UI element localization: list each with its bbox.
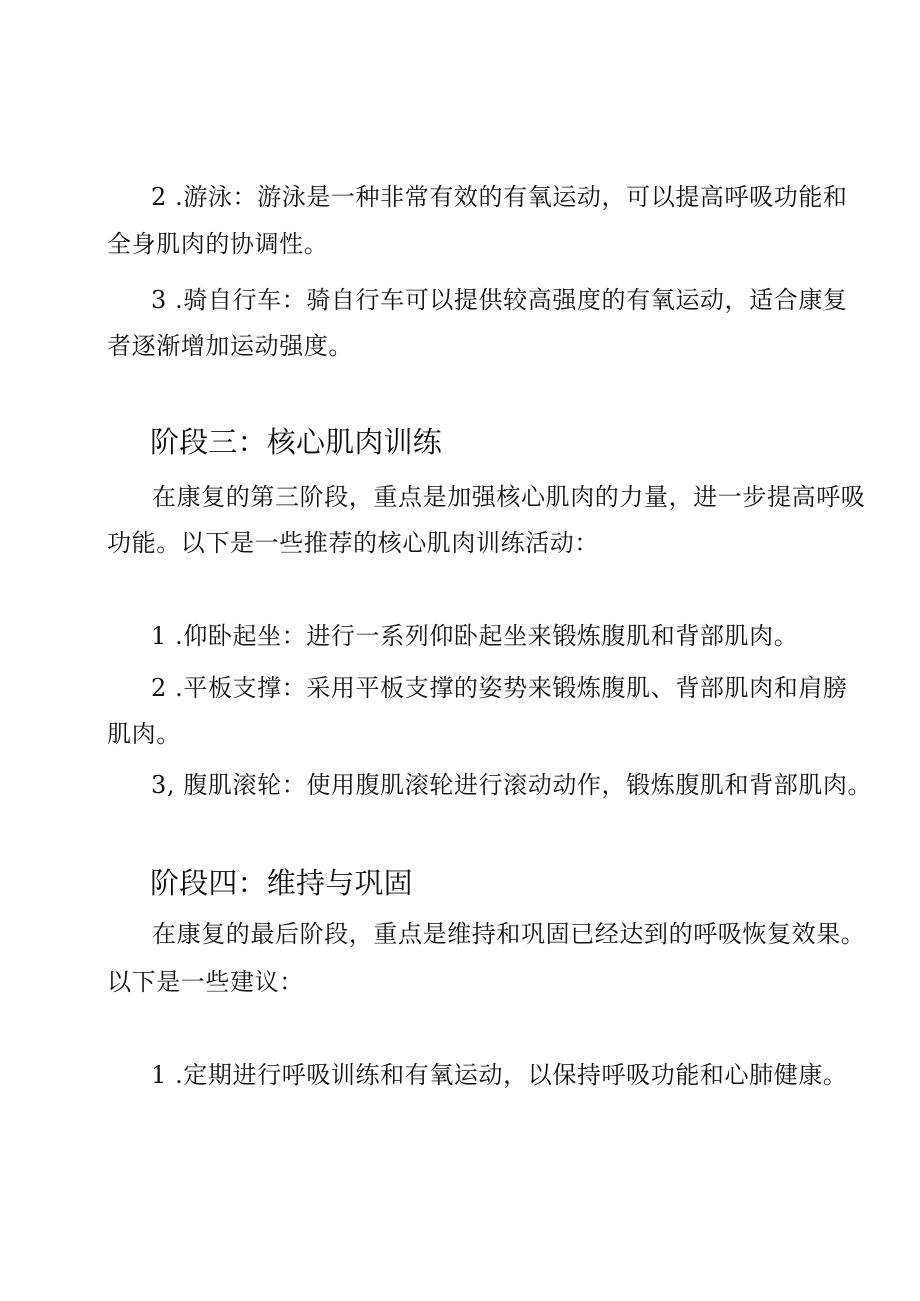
section-four-intro-line1: 在康复的最后阶段，重点是维持和巩固已经达到的呼吸恢复效果。 — [152, 920, 866, 948]
section-heading-stage-three: 阶段三：核心肌肉训练 — [150, 425, 443, 459]
section-heading-stage-four: 阶段四：维持与巩固 — [150, 866, 413, 900]
list-item-cycling-line1: 3 .骑自行车：骑自行车可以提供较高强度的有氧运动，适合康复 — [151, 286, 848, 314]
list-item-plank-line1: 2 .平板支撑：采用平板支撑的姿势来锻炼腹肌、背部肌肉和肩膀 — [151, 674, 848, 702]
list-item-swimming-line2: 全身肌肉的协调性。 — [107, 230, 329, 258]
list-item-swimming-line1: 2 .游泳：游泳是一种非常有效的有氧运动，可以提高呼吸功能和 — [151, 183, 848, 211]
list-item-cycling-line2: 者逐渐增加运动强度。 — [107, 332, 353, 360]
list-item-plank-line2: 肌肉。 — [107, 720, 181, 748]
list-item-situps: 1 .仰卧起坐：进行一系列仰卧起坐来锻炼腹肌和背部肌肉。 — [151, 622, 799, 650]
section-four-intro-line2: 以下是一些建议： — [107, 968, 304, 996]
section-three-intro-line1: 在康复的第三阶段，重点是加强核心肌肉的力量，进一步提高呼吸 — [152, 483, 866, 511]
list-item-regular-training: 1 .定期进行呼吸训练和有氧运动，以保持呼吸功能和心肺健康。 — [151, 1061, 848, 1089]
list-item-ab-roller: 3, 腹肌滚轮：使用腹肌滚轮进行滚动动作，锻炼腹肌和背部肌肉。 — [151, 771, 873, 799]
section-three-intro-line2: 功能。以下是一些推荐的核心肌肉训练活动： — [107, 529, 599, 557]
